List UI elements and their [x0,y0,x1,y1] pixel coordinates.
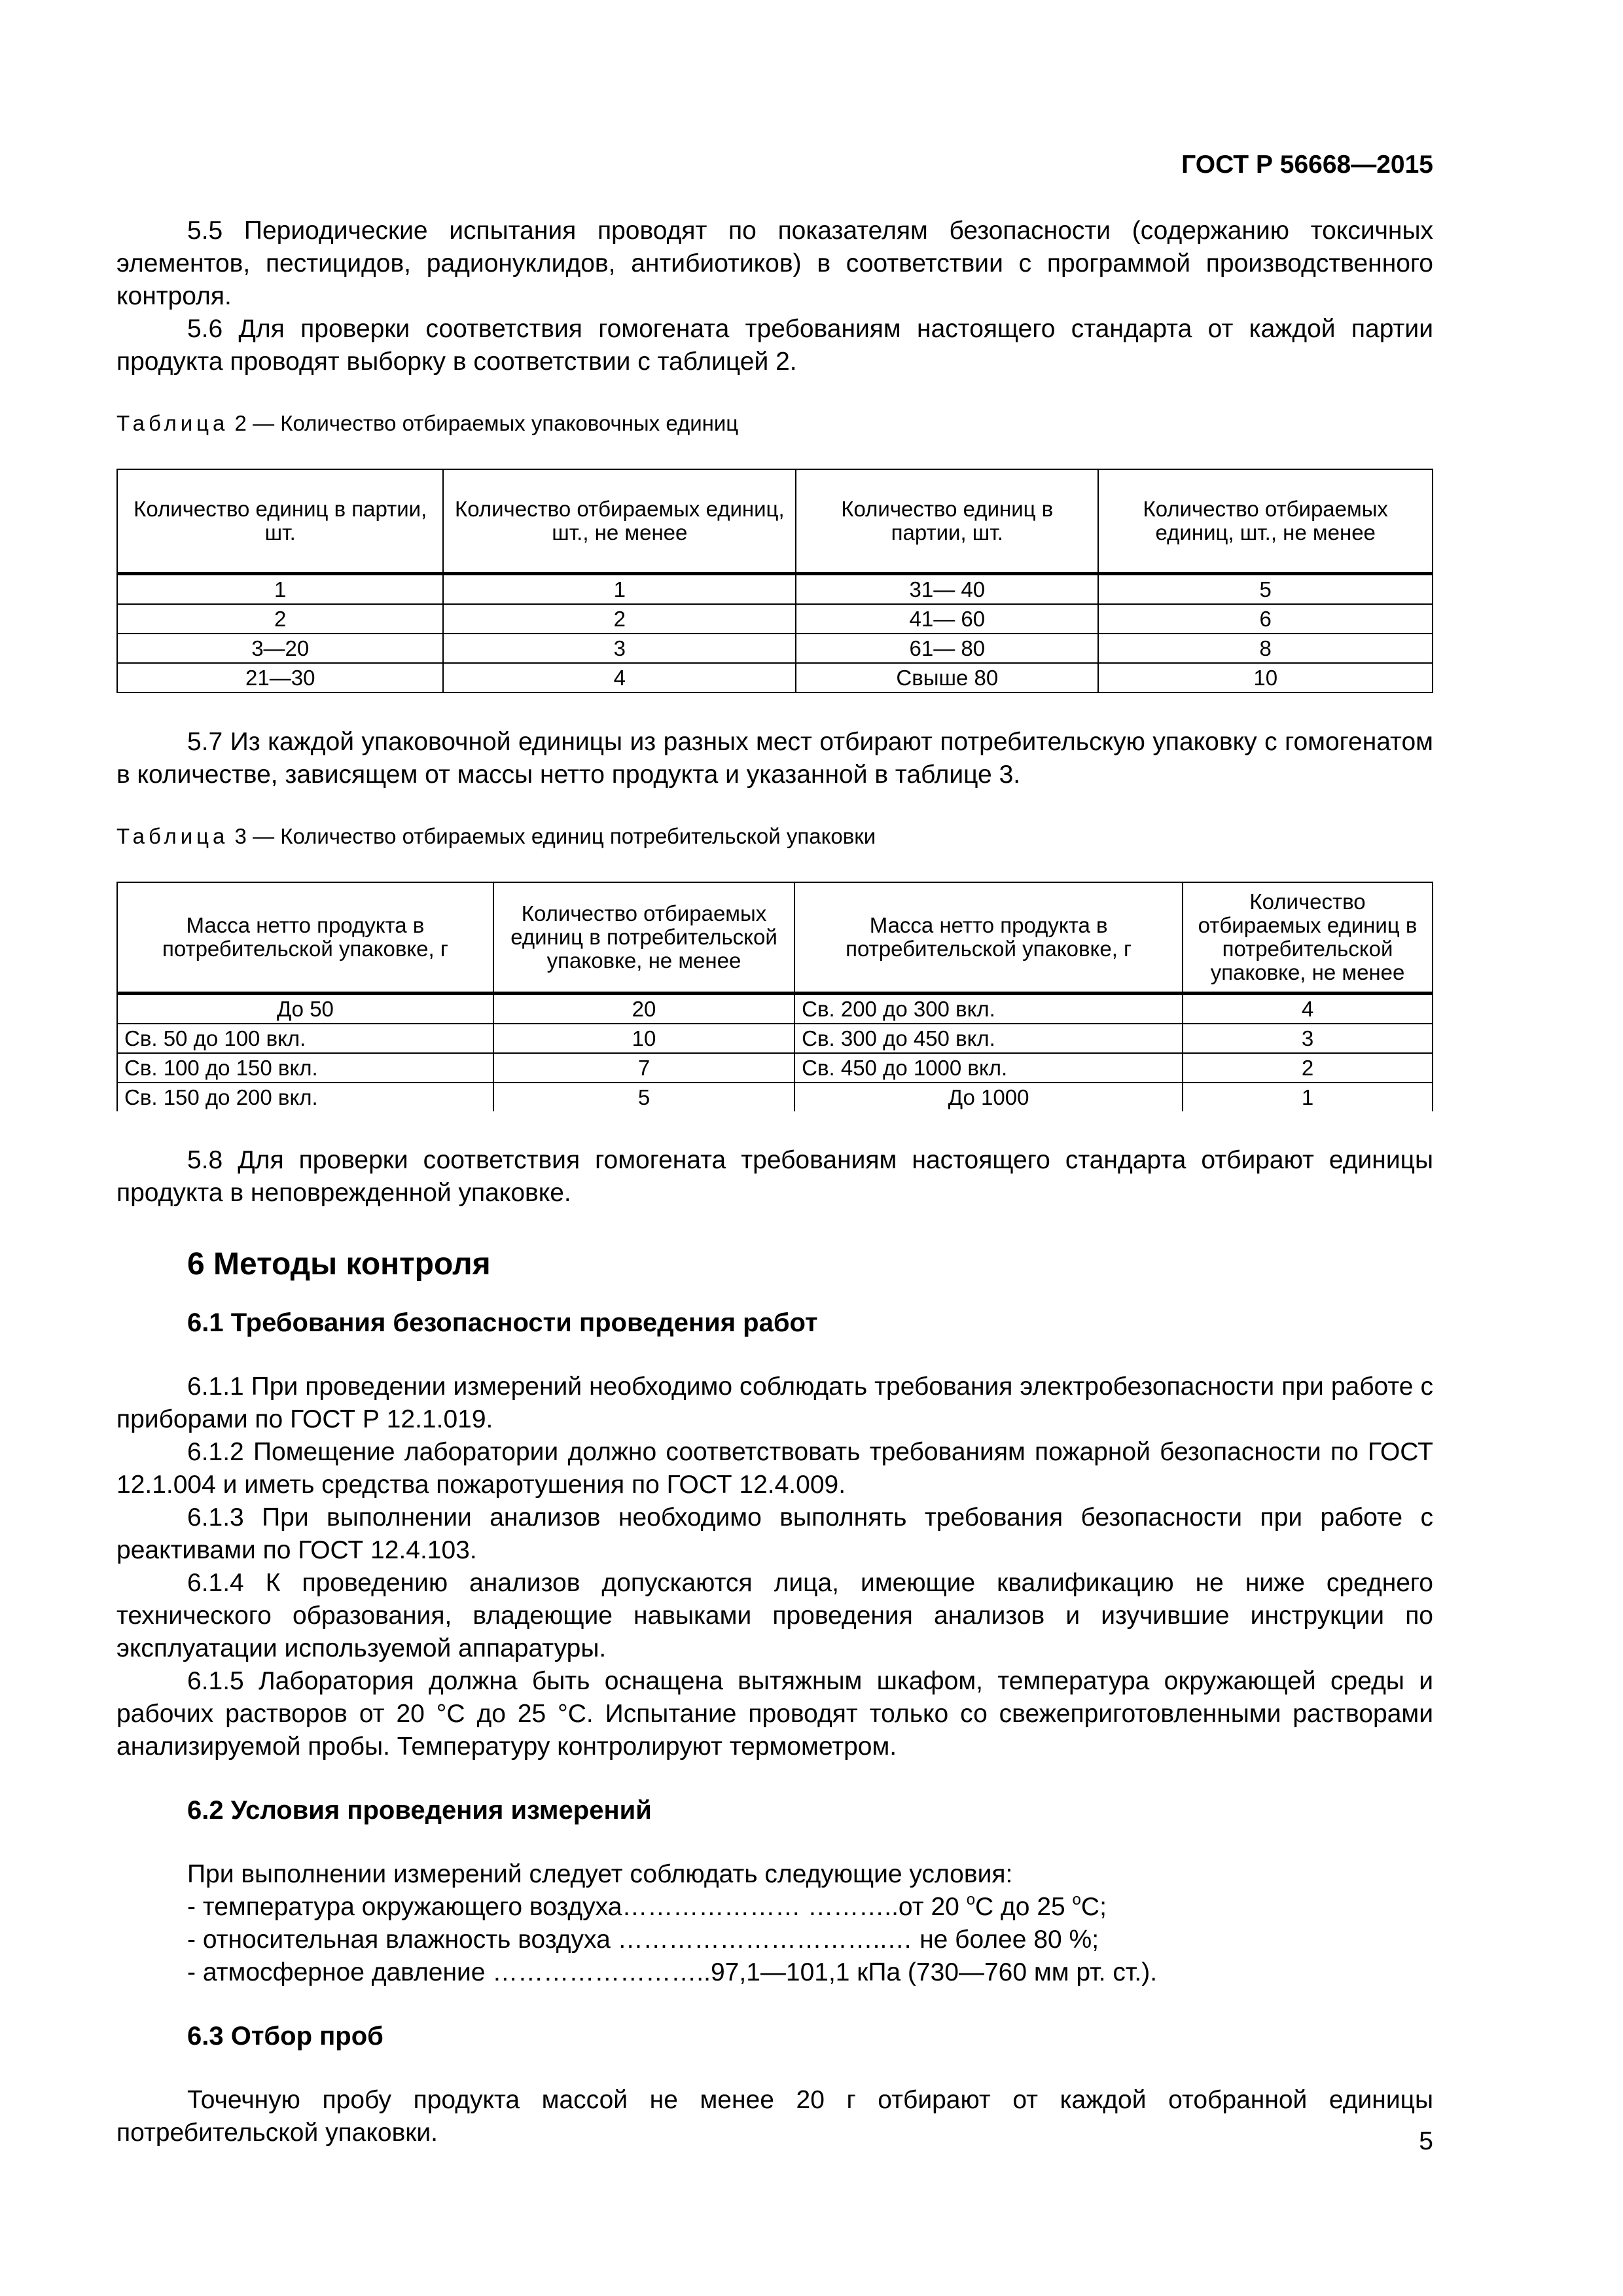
table3-caption [116,824,1433,849]
condition-temperature-text: - температура окружающего воздуха………………… ………..от 20 [187,1893,967,1921]
table-cell: 5 [493,1083,794,1111]
paragraph-5-7: 5.7 Из каждой упаковочной единицы из разных мест отбирают потребительскую упаковку с гомогенатом в количестве, зависящем от массы нетто продукта и указанной в таблице 3. [116,728,1433,789]
table-row [117,1083,1433,1111]
table-cell: Св. 150 до 200 вкл. [117,1083,493,1111]
table-cell: 31— 40 [796,574,1098,605]
table-cell: Св. 300 до 450 вкл. [794,1024,1183,1053]
section-6-heading: 6 Методы контроля [187,1247,491,1282]
table-cell: 20 [493,994,794,1024]
table-cell: 8 [1098,634,1433,663]
table-cell: 1 [443,574,796,605]
table3-header-cell: Количество отбираемых единиц в потребительской упаковке, не менее [1183,882,1433,994]
table2-caption-text: 2 — Количество отбираемых упаковочных единиц [228,411,739,435]
paragraph-6-1-3: 6.1.3 При выполнении анализов необходимо выполнять требования безопасности при работе с реактивами по ГОСТ 12.4.103. [116,1503,1433,1564]
table2-caption [116,411,1433,436]
table-cell: До 50 [117,994,493,1024]
page-content [116,215,1433,2149]
table-cell: 3 [443,634,796,663]
table-row [117,663,1433,692]
table3-caption-word: Таблица [116,824,229,848]
condition-pressure: - атмосферное давление ……………………..97,1—101,1 кПа (730—760 мм рт. ст.). [187,1958,1158,1986]
paragraph-5-8: 5.8 Для проверки соответствия гомогената требованиям настоящего стандарта отбирают единицы продукта в неповрежденной упаковке. [116,1146,1433,1207]
degree-sign: о [1072,1891,1081,1909]
paragraph-5-6: 5.6 Для проверки соответствия гомогената требованиям настоящего стандарта от каждой партии продукта проводят выборку в соответствии с таблицей 2. [116,315,1433,376]
conditions-intro: При выполнении измерений следует соблюдать следующие условия: [187,1860,1013,1888]
table-row [117,1053,1433,1083]
table-cell: До 1000 [794,1083,1183,1111]
condition-temperature-text: С; [1080,1893,1107,1921]
table2-header-cell: Количество единиц в партии, шт. [796,469,1098,574]
table3-header-row [117,882,1433,994]
table-cell: 4 [1183,994,1433,1024]
table-cell: Св. 100 до 150 вкл. [117,1053,493,1083]
section-6-1-heading: 6.1 Требования безопасности проведения работ [187,1308,818,1337]
table-row [117,634,1433,663]
table-cell: 41— 60 [796,604,1098,634]
table-cell: 2 [443,604,796,634]
table-row [117,1024,1433,1053]
condition-temperature [187,1891,1433,1924]
table-row [117,604,1433,634]
section-6-2-heading: 6.2 Условия проведения измерений [187,1796,652,1825]
table-row [117,574,1433,605]
table-cell: Свыше 80 [796,663,1098,692]
table-cell: 3 [1183,1024,1433,1053]
table-cell: 21—30 [117,663,443,692]
table2-header-row [117,469,1433,574]
section-6-3-heading: 6.3 Отбор проб [187,2022,383,2051]
table2-header-cell: Количество отбираемых единиц, шт., не менее [443,469,796,574]
table-cell: 2 [117,604,443,634]
paragraph-6-1-1: 6.1.1 При проведении измерений необходимо соблюдать требования электробезопасности при работе с приборами по ГОСТ Р 12.1.019. [116,1372,1433,1433]
table-cell: Св. 200 до 300 вкл. [794,994,1183,1024]
table-cell: 61— 80 [796,634,1098,663]
table3-header-cell: Количество отбираемых единиц в потребительской упаковке, не менее [493,882,794,994]
table3-caption-text: 3 — Количество отбираемых единиц потребительской упаковки [228,824,876,848]
table3-header-cell: Масса нетто продукта в потребительской упаковке, г [117,882,493,994]
condition-humidity: - относительная влажность воздуха …………………………..… не более 80 %; [187,1926,1099,1954]
degree-sign: о [966,1891,976,1909]
table-cell: 2 [1183,1053,1433,1083]
paragraph-6-1-2: 6.1.2 Помещение лаборатории должно соответствовать требованиям пожарной безопасности по ГОСТ 12.1.004 и иметь средства пожаротушения по ГОСТ 12.4.009. [116,1438,1433,1499]
table-cell: 5 [1098,574,1433,605]
table2-caption-word: Таблица [116,411,229,435]
paragraph-6-3: Точечную пробу продукта массой не менее 20 г отбирают от каждой отобранной единицы потребительской упаковки. [116,2086,1433,2147]
table-cell: 10 [1098,663,1433,692]
table-2 [116,469,1433,693]
table-cell: Св. 450 до 1000 вкл. [794,1053,1183,1083]
table-cell: 4 [443,663,796,692]
table-cell: Св. 50 до 100 вкл. [117,1024,493,1053]
document-code: ГОСТ Р 56668—2015 [1181,151,1433,179]
table3-header-cell: Масса нетто продукта в потребительской упаковке, г [794,882,1183,994]
paragraph-5-5: 5.5 Периодические испытания проводят по показателям безопасности (содержанию токсичных элементов, пестицидов, радионуклидов, антибиотиков) в соответствии с программой производственного контроля. [116,217,1433,310]
table2-header-cell: Количество единиц в партии, шт. [117,469,443,574]
paragraph-6-1-5: 6.1.5 Лаборатория должна быть оснащена вытяжным шкафом, температура окружающей среды и рабочих растворов от 20 °С до 25 °С. Испытание проводят только со свежеприготовленными растворами анализируемой пробы. Температуру контролируют термометром. [116,1667,1433,1761]
page-number: 5 [1419,2127,1433,2155]
table2-header-cell: Количество отбираемых единиц, шт., не менее [1098,469,1433,574]
table-cell: 1 [117,574,443,605]
table-cell: 10 [493,1024,794,1053]
table-row [117,994,1433,1024]
table-3 [116,882,1433,1111]
table-cell: 6 [1098,604,1433,634]
paragraph-6-1-4: 6.1.4 К проведению анализов допускаются лица, имеющие квалификацию не ниже среднего технического образования, владеющие навыками проведения анализов и изучившие инструкции по эксплуатации используемой аппаратуры. [116,1569,1433,1662]
table-cell: 1 [1183,1083,1433,1111]
table-cell: 7 [493,1053,794,1083]
conditions-list [116,1858,1433,1989]
condition-temperature-text: С до 25 [975,1893,1073,1921]
table-cell: 3—20 [117,634,443,663]
